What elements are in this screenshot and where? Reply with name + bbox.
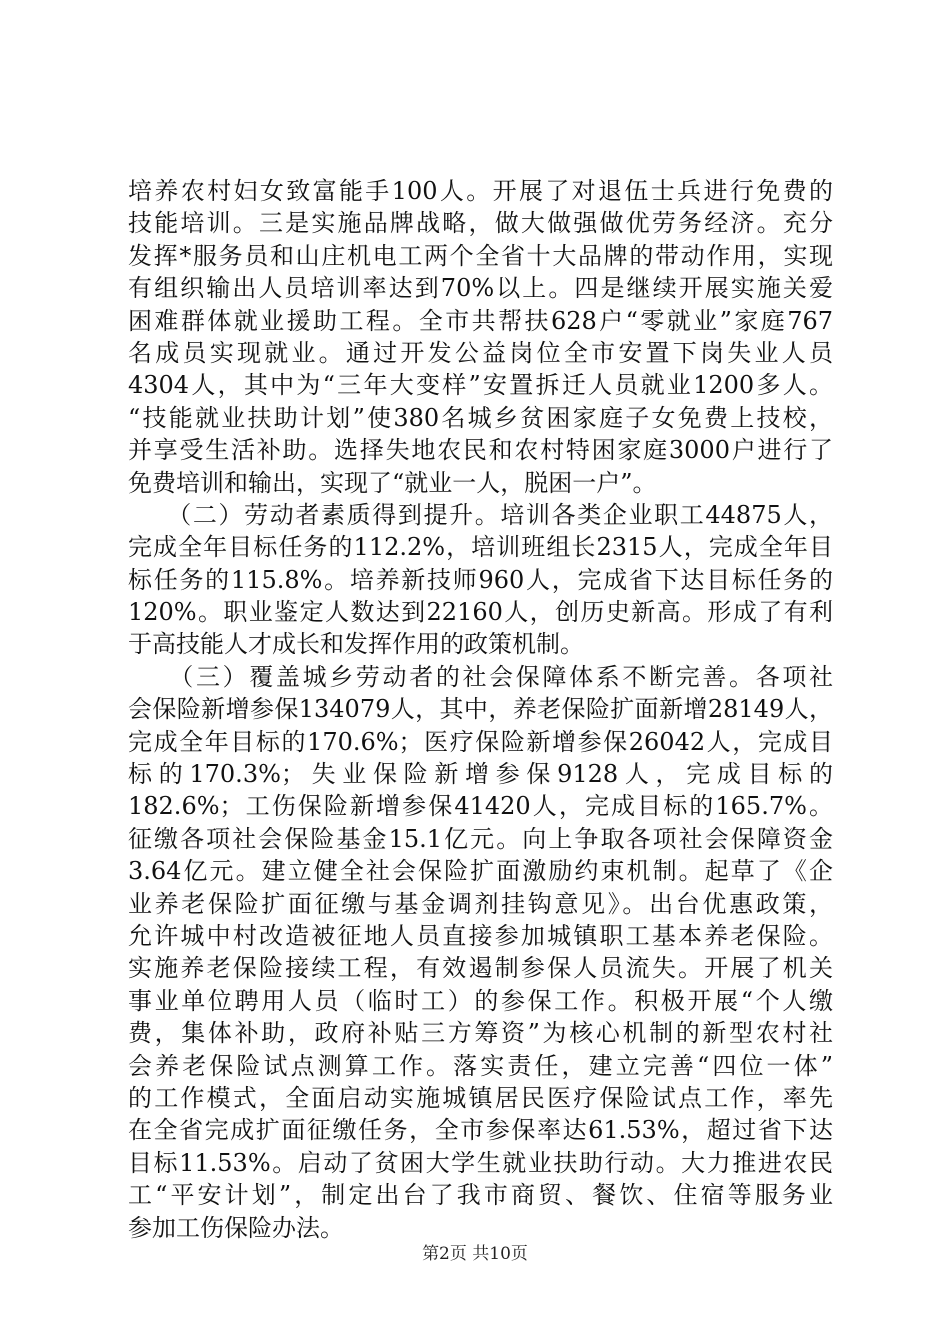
text-line: （三）覆盖城乡劳动者的社会保障体系不断完善。各项社 xyxy=(128,662,833,691)
text-line: 工“平安计划”，制定出台了我市商贸、餐饮、住宿等服务业 xyxy=(128,1181,833,1210)
text-line: 会养老保险试点测算工作。落实责任，建立完善“四位一体” xyxy=(128,1051,833,1080)
text-line: 参加工伤保险办法。 xyxy=(128,1213,344,1242)
text-line: 完成全年目标任务的112.2%，培训班组长2315人，完成全年目 xyxy=(128,533,833,562)
text-line: 在全省完成扩面征缴任务，全市参保率达61.53%，超过省下达 xyxy=(128,1116,833,1145)
text-line: 4304人，其中为“三年大变样”安置拆迁人员就业1200多人。 xyxy=(128,371,833,400)
text-line: 目标11.53%。启动了贫困大学生就业扶助行动。大力推进农民 xyxy=(128,1148,833,1177)
body-text xyxy=(128,175,833,1244)
text-line: 征缴各项社会保险基金15.1亿元。向上争取各项社会保障资金 xyxy=(128,824,833,853)
text-line: 182.6%；工伤保险新增参保41420人，完成目标的165.7%。 xyxy=(128,792,833,821)
text-line: “技能就业扶助计划”使380名城乡贫困家庭子女免费上技校， xyxy=(128,403,833,432)
text-line: 的工作模式，全面启动实施城镇居民医疗保险试点工作，率先 xyxy=(128,1083,833,1112)
text-line: 标任务的115.8%。培养新技师960人，完成省下达目标任务的 xyxy=(128,565,833,594)
text-line: 允许城中村改造被征地人员直接参加城镇职工基本养老保险。 xyxy=(128,921,833,950)
text-line: 困难群体就业援助工程。全市共帮扶628户“零就业”家庭767 xyxy=(128,306,833,335)
text-line: 于高技能人才成长和发挥作用的政策机制。 xyxy=(128,630,584,659)
text-line: 发挥*服务员和山庄机电工两个全省十大品牌的带动作用，实现 xyxy=(128,241,833,270)
text-line: 120%。职业鉴定人数达到22160人，创历史新高。形成了有利 xyxy=(128,598,833,627)
text-line: （二）劳动者素质得到提升。培训各类企业职工44875人， xyxy=(128,500,833,529)
text-line: 业养老保险扩面征缴与基金调剂挂钩意见》。出台优惠政策， xyxy=(128,889,833,918)
text-line: 并享受生活补助。选择失地农民和农村特困家庭3000户进行了 xyxy=(128,436,833,465)
text-line: 标的170.3%；失业保险新增参保9128人，完成目标的 xyxy=(128,760,833,789)
text-line: 会保险新增参保134079人，其中，养老保险扩面新增28149人， xyxy=(128,695,833,724)
text-line: 有组织输出人员培训率达到70%以上。四是继续开展实施关爱 xyxy=(128,274,833,303)
text-line: 培养农村妇女致富能手100人。开展了对退伍士兵进行免费的 xyxy=(128,177,833,205)
text-line: 3.64亿元。建立健全社会保险扩面激励约束机制。起草了《企 xyxy=(128,857,833,886)
text-line: 事业单位聘用人员（临时工）的参保工作。积极开展“个人缴 xyxy=(128,986,833,1015)
text-line: 费，集体补助，政府补贴三方筹资”为核心机制的新型农村社 xyxy=(128,1019,833,1048)
text-line: 名成员实现就业。通过开发公益岗位全市安置下岗失业人员 xyxy=(128,338,833,367)
text-line: 免费培训和输出，实现了“就业一人，脱困一户”。 xyxy=(128,468,657,497)
text-line: 技能培训。三是实施品牌战略，做大做强做优劳务经济。充分 xyxy=(128,209,833,238)
text-line: 完成全年目标的170.6%；医疗保险新增参保26042人，完成目 xyxy=(128,727,833,756)
page-footer: 第2页 共10页 xyxy=(422,1244,528,1264)
text-line: 实施养老保险接续工程，有效遏制参保人员流失。开展了机关 xyxy=(128,954,833,983)
